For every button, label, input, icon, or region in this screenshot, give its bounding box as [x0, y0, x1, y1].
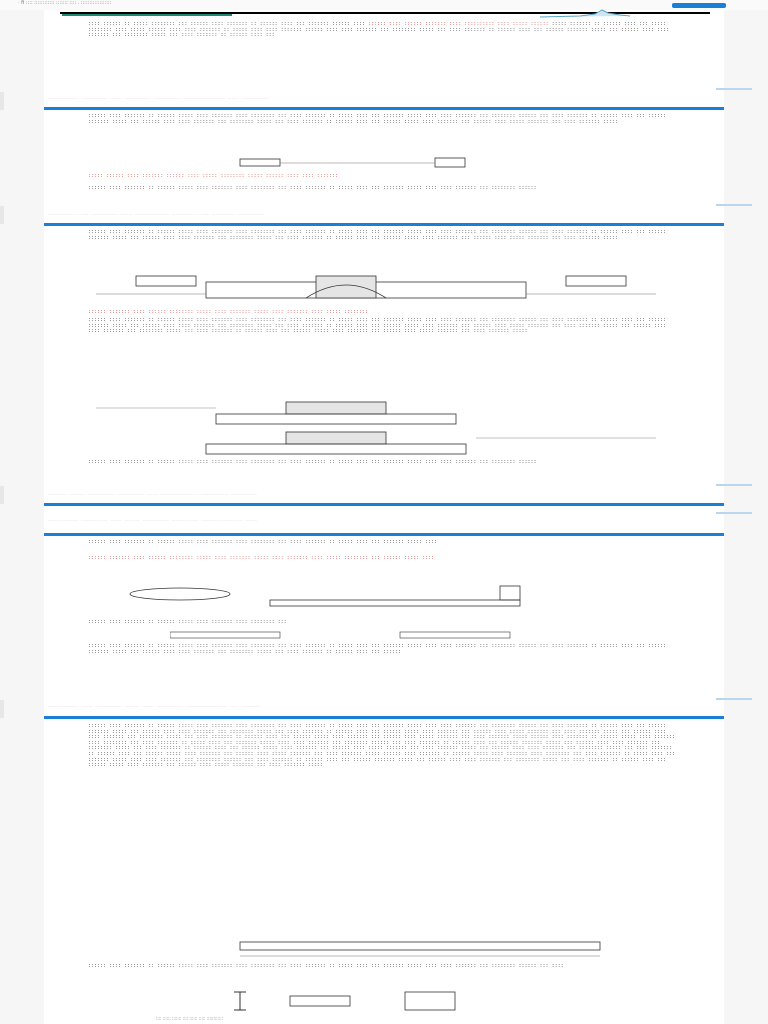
margin-marker [0, 206, 4, 224]
section-heading: _____ ____ _______ _______ ___ __________ _______ _______ [48, 488, 258, 495]
section-divider [44, 107, 724, 110]
highlighted-text: :::::: ::::::: :::: :::::: :::::::: ::::: :::: ::::::: ::::: :::: ::::::: :::: ::::: :::::::: ::: :::::: ::::: :::: [88, 556, 435, 561]
margin-link[interactable] [716, 204, 752, 206]
text-run: ::::: ::::::: :: :::::: :::: ::: ::::: :::::::: :::: ::::: :::::: :::: :::: ::::::: :: ::::: :::: :::: ::::::: :::::: :::: :::: ::::::: ::: :::::::: ::::: ::: :::: ::::::: :: :::::: :::: ::: :::::: ::::::: ::::: ::: :::::: :::: :::: ::::::: ::: :::::::: ::::: ::: :::: ::::::: :: :::::: :::: ::: [88, 22, 669, 39]
margin-marker [0, 700, 4, 718]
section-heading: ________ _______ ___ _______ _______ ___________ ___ _______ [48, 92, 269, 99]
section-heading: ________ _______ ___ ____ _______ _______ ___________ ___ [48, 514, 258, 521]
section-divider [44, 223, 724, 226]
figure-caption: :::: :::::: ::::::: :::: :::::: ::::: :::::::::::: [156, 1016, 223, 1021]
teal-progress-strip [62, 14, 232, 16]
highlighted-text: :::::: ::::::: :::: :::::: :::::::: ::::: :::: ::::::: ::::: :::: ::::::: :::: ::::: :::::::: [88, 310, 368, 315]
text-run: :::: :::::: :: ::::: :::::::: ::: :::::: :::: ::::::: :: :::::: :::: ::: ::::::: :::::: :::: [88, 22, 365, 27]
body-text-block: :::::: :::: ::::::: :: :::::: ::::: :::: ::::::: :::: :::::::: ::: :::: ::::::: :: ::::: :::: ::: ::::::: ::::: :::: :::: ::::::: ::: :::::::: :::::: [88, 460, 537, 465]
technical-drawing [200, 940, 620, 960]
body-text-block: :::::: :::: ::::::: :: :::::: ::::: :::: ::::::: :::: :::::::: ::: [88, 620, 287, 625]
body-text-block: :::::: :::: ::::::: :: :::::: ::::: :::: ::::::: :::: :::::::: ::: :::: ::::::: :: ::::: :::: ::: ::::::: ::::: :::: :::: ::::::: ::: :::::::: :::::: [88, 186, 537, 191]
highlighted-text: :::::: :::: :::::: ::::::: :::: :::::::::: :::: ::::: :::::: [367, 22, 549, 27]
margin-link[interactable] [716, 698, 752, 700]
section-divider [44, 503, 724, 506]
technical-drawing [120, 582, 560, 610]
body-text-block: :::::: :::: ::::::: :: :::::: ::::: :::: ::::::: :::: :::::::: ::: :::: ::::::: :: ::::: :::: ::: ::::::: ::::: :::: [88, 540, 438, 545]
action-button[interactable] [672, 3, 726, 8]
top-toolbar [0, 0, 768, 10]
body-text-block: :::::: :::: ::::::: :: :::::: ::::: :::: ::::::: :::: :::::::: ::: :::: ::::::: :: ::::: :::: ::: ::::::: ::::: :::: :::: ::::::: ::: :::::::: :::::: ::: :::: ::::::: :: :::::: :::: ::: :::::: ::::::: ::::: ::: :::::: :::: :::: ::::::: ::: :::::::: ::::: ::: :::: ::::::: :: :::::: :::: ::: :::::: ::::: :::: ::::::: ::: :::::: :::: ::::: ::::::: ::: :::: ::::::: ::::: [88, 230, 666, 241]
highlighted-text: ::::: :::::: :::: ::::::: :::::: :::: ::::: :::::::: ::::: :::::: :::: :::: ::::::: [88, 174, 338, 179]
body-text-block [88, 22, 680, 86]
technical-drawing [230, 990, 470, 1012]
inline-figure [230, 156, 530, 170]
margin-link[interactable] [716, 88, 752, 90]
body-text-block: :::::: :::: ::::::: :: :::::: ::::: :::: ::::::: :::: :::::::: ::: :::: ::::::: :: ::::: :::: ::: ::::::: ::::: :::: :::: ::::::: ::: :::::::: :::::: ::: :::: [88, 964, 564, 969]
margin-marker [0, 486, 4, 504]
margin-link[interactable] [716, 512, 752, 514]
body-text-block: :::::: :::: ::::::: :: :::::: ::::: :::: ::::::: :::: :::::::: ::: :::: ::::::: :: ::::: :::: ::: ::::::: ::::: :::: :::: ::::::: ::: :::::::: :::::: ::: :::: ::::::: :: :::::: :::: ::: :::::: ::::::: ::::: ::: :::::: :::: :::: ::::::: ::: :::::::: ::::: ::: :::: ::::::: :: :::::: :::: ::: :::::: ::::: :::: ::::::: ::: :::::: :::: ::::: ::::::: ::: :::: ::::::: ::::: ::: :::::: :::: :::: ::::::: ::: :::::::: ::::: ::: :::: ::::::: :: :::::: :::: ::: :::::: ::::: :::: ::::::: ::: :::::: :::: ::::: ::::::: ::: :::: ::::::: ::::: :::::: :::: ::::::: :: :::::: ::::: :::: ::::::: :::: :::::::: ::: :::: ::::::: :: ::::: :::: ::: ::::::: ::::: :::: :::: ::::::: ::: :::::::: :::::: ::: :::: ::::::: :: :::::: :::: ::: :::::: ::::::: ::::: ::: :::::: :::: :::: ::::::: ::: :::::::: ::::: ::: :::: ::::::: :: :::::: :::: ::: :::::: ::::: :::: ::::::: ::: :::::: :::: ::::: ::::::: ::: :::: ::::::: ::::: ::: :::::: :::: :::: ::::::: ::: :::::::: ::::: ::: :::: ::::::: :: :::::: :::: ::: :::::: ::::: :::: ::::::: ::: :::::: :::: ::::: ::::::: ::: :::: ::::::: ::::: :::::: :::: ::::::: :: :::::: ::::: :::: ::::::: :::: :::::::: ::: :::: ::::::: :: ::::: :::: ::: ::::::: ::::: :::: :::: ::::::: ::: :::::::: :::::: ::: :::: ::::::: :: :::::: :::: ::: :::::: ::::::: ::::: ::: :::::: :::: :::: ::::::: ::: :::::::: ::::: ::: :::: ::::::: :: :::::: :::: ::: :::::: ::::: :::: ::::::: ::: :::::: :::: ::::: ::::::: ::: :::: ::::::: ::::: [88, 724, 675, 769]
technical-drawing [96, 398, 656, 456]
section-heading: ________ __ _______ ___ _________ _______ __ ______ _______ [48, 208, 264, 215]
breadcrumb[interactable]: · fi :::: :::::::::::: ::::::: :::: . :::::::::::::::::: [18, 0, 112, 6]
margin-link[interactable] [716, 484, 752, 486]
margin-marker [0, 92, 4, 110]
body-text-block: :::::: :::: ::::::: :: :::::: ::::: :::: ::::::: :::: :::::::: ::: :::: ::::::: :: ::::: :::: ::: ::::::: ::::: :::: :::: ::::::: ::: :::::::: :::::: ::: :::: ::::::: :: :::::: :::: ::: :::::: ::::::: ::::: ::: :::::: :::: :::: ::::::: ::: :::::::: ::::: ::: :::: ::::::: :: :::::: :::: ::: :::::: [88, 644, 666, 655]
section-divider [44, 716, 724, 719]
technical-drawing [96, 272, 656, 308]
sparkline-decoration [540, 4, 630, 18]
body-text-block: :::::: :::: ::::::: :: :::::: ::::: :::: ::::::: :::: :::::::: ::: :::: ::::::: :: ::::: :::: ::: ::::::: ::::: :::: :::: ::::::: ::: :::::::: :::::: ::: :::: ::::::: :: :::::: :::: ::: :::::: ::::::: ::::: ::: :::::: :::: :::: ::::::: ::: :::::::: ::::: ::: :::: ::::::: :: :::::: :::: ::: :::::: ::::: :::: ::::::: ::: :::::: :::: ::::: ::::::: ::: :::: ::::::: ::::: ::: :::::: :::: :::: ::::::: ::: :::::::: ::::: ::: :::: ::::::: :: :::::: :::: ::: :::::: ::::: :::: ::::::: ::: :::::: :::: ::::: ::::::: ::: :::: ::::::: ::::: [88, 318, 666, 335]
inline-figure [170, 630, 530, 640]
body-text-block: :::::: :::: ::::::: :: :::::: ::::: :::: ::::::: :::: :::::::: ::: :::: ::::::: :: ::::: :::: ::: ::::::: ::::: :::: :::: ::::::: ::: :::::::: :::::: ::: :::: ::::::: :: :::::: :::: ::: :::::: ::::::: ::::: ::: :::::: :::: :::: ::::::: ::: :::::::: ::::: ::: :::: ::::::: :: :::::: :::: ::: :::::: ::::: :::: ::::::: ::: :::::: :::: ::::: ::::::: ::: :::: ::::::: ::::: [88, 114, 666, 125]
section-heading: ________ ___ _______ ____ ___ _______ ___________ __ _____ [48, 700, 260, 707]
section-divider [44, 533, 724, 536]
